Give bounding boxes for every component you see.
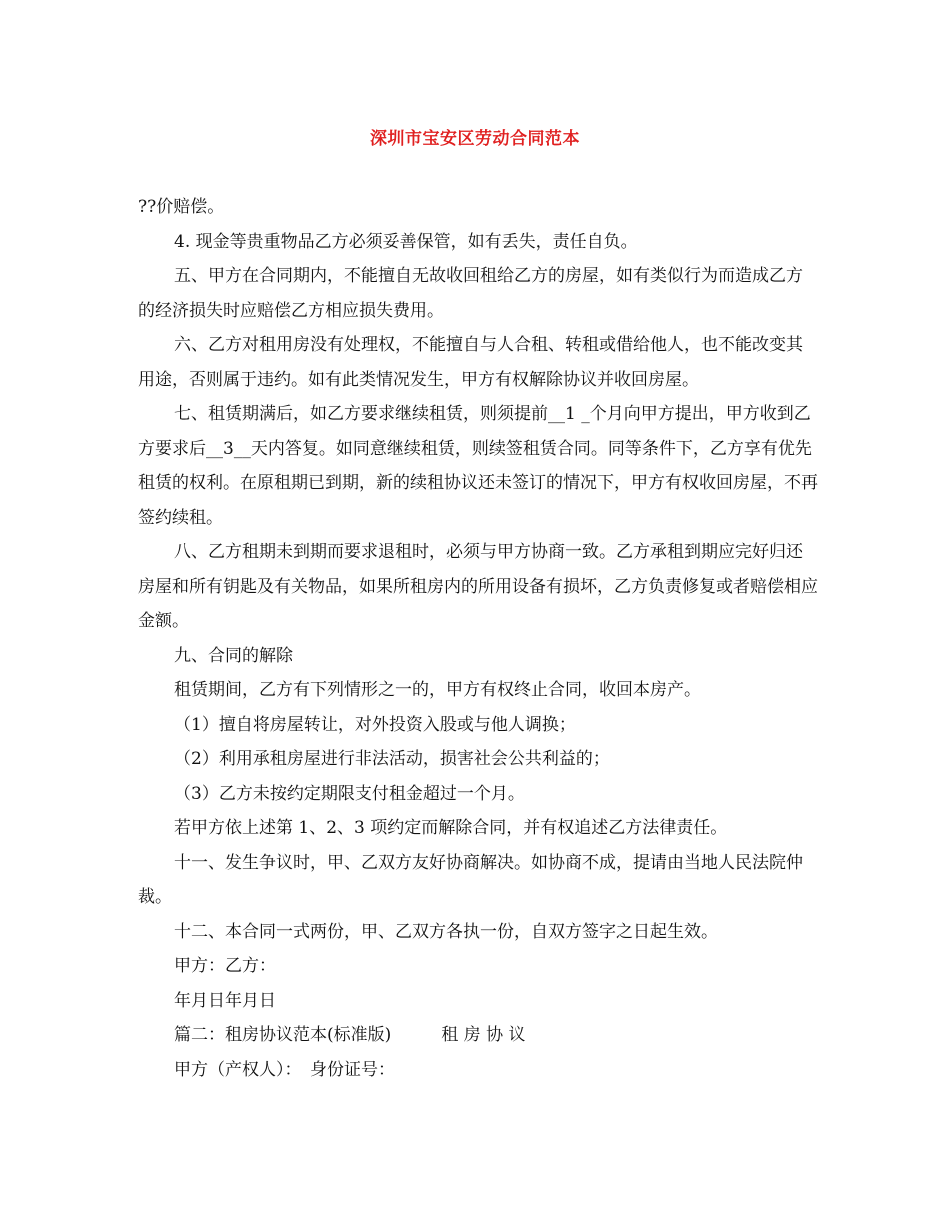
paragraph-clause-12: 十二、本合同一式两份，甲、乙双方各执一份，自双方签字之日起生效。 xyxy=(174,921,718,942)
paragraph-clause-6: 六、乙方对租用房没有处理权，不能擅自与人合租、转租或借给他人，也不能改变其用途，否则属于违约。如有此类情况发生，甲方有权解除协议并收回房屋。 xyxy=(138,335,803,390)
paragraph-clause-8: 八、乙方租期未到期而要求退租时，必须与甲方协商一致。乙方承租到期应完好归还房屋和所有钥匙及有关物品，如果所租房内的所用设备有损坏，乙方负责修复或者赔偿相应金额。 xyxy=(138,542,818,631)
signature-parties: 甲方：乙方： xyxy=(174,956,276,976)
list-item-termination-1: （1）擅自将房屋转让，对外投资入股或与他人调换； xyxy=(174,714,576,735)
paragraph-clause-7: 七、租赁期满后，如乙方要求继续租赁，则须提前__1 _个月向甲方提出，甲方收到乙方要求后__3__天内答复。如同意继续租赁，则续签租赁合同。同等条件下，乙方享有优先租赁的权利。在原租期已到期，新的续租协议还未签订的情况下，甲方有权收回房屋，不再签约续租。 xyxy=(138,404,818,528)
paragraph-termination-intro: 租赁期间，乙方有下列情形之一的，甲方有权终止合同，收回本房产。 xyxy=(174,680,701,700)
section-2-heading xyxy=(138,1018,818,1053)
signature-dates: 年月日年月日 xyxy=(174,990,276,1011)
list-item-termination-2: （2）利用承租房屋进行非法活动，损害社会公共利益的； xyxy=(174,749,610,769)
paragraph-termination-liability: 若甲方依上述第 1、2、3 项约定而解除合同，并有权追述乙方法律责任。 xyxy=(174,818,728,838)
paragraph-clause-11: 十一、发生争议时，甲、乙双方友好协商解决。如协商不成，提请由当地人民法院仲裁。 xyxy=(138,852,803,907)
heading-clause-9: 九、合同的解除 xyxy=(174,645,293,666)
list-item-termination-3: （3）乙方未按约定期限支付租金超过一个月。 xyxy=(174,783,525,804)
paragraph-compensation-tail: ??价赔偿。 xyxy=(138,197,225,217)
section-2-title: 篇二：租房协议范本(标准版) xyxy=(174,1025,392,1045)
party-a-identity-line: 甲方（产权人）： 身份证号： xyxy=(174,1059,395,1080)
paragraph-valuables: 4. 现金等贵重物品乙方必须妥善保管，如有丢失，责任自负。 xyxy=(174,231,638,252)
paragraph-clause-5: 五、甲方在合同期内，不能擅自无故收回租给乙方的房屋，如有类似行为而造成乙方的经济损失时应赔偿乙方相应损失费用。 xyxy=(138,266,803,321)
document-body xyxy=(138,190,818,1087)
document-title: 深圳市宝安区劳动合同范本 xyxy=(370,129,580,149)
agreement-title: 租 房 协 议 xyxy=(441,1025,526,1045)
